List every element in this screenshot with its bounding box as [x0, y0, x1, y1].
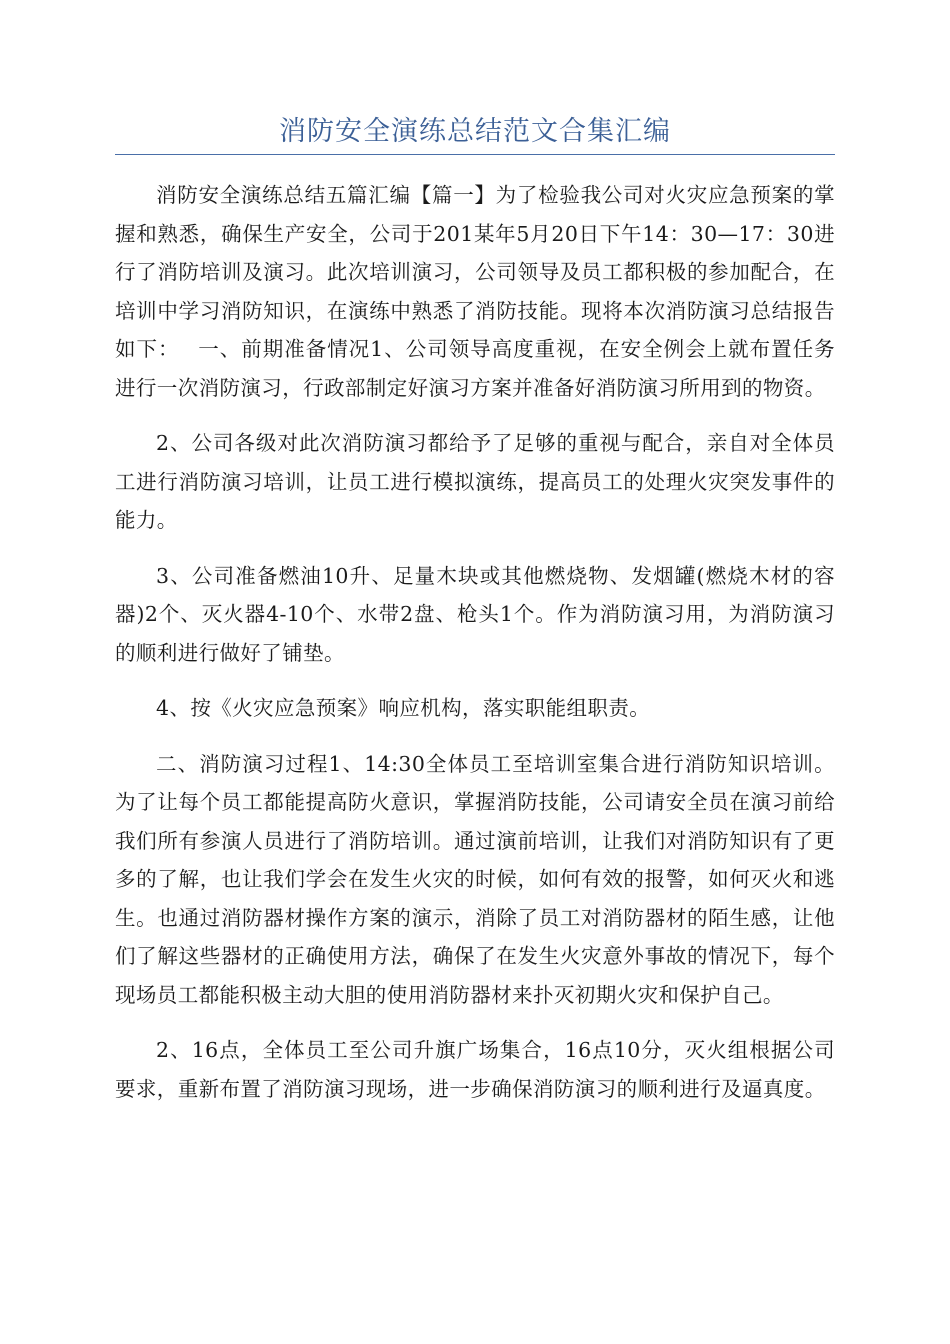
document-body	[115, 176, 835, 1125]
paragraph-4: 4、按《火灾应急预案》响应机构，落实职能组职责。	[156, 696, 651, 720]
paragraph-1: 消防安全演练总结五篇汇编【篇一】为了检验我公司对火灾应急预案的掌握和熟悉，确保生产安全，公司于201某年5月20日下午14：30—17：30进行了消防培训及演习。此次培训演习，公司领导及员工都积极的参加配合，在培训中学习消防知识，在演练中熟悉了消防技能。现将本次消防演习总结报告如下： 一、前期准备情况1、公司领导高度重视，在安全例会上就布置任务进行一次消防演习，行政部制定好演习方案并准备好消防演习所用到的物资。	[115, 183, 835, 400]
page-title: 消防安全演练总结范文合集汇编	[279, 116, 671, 147]
paragraph-6: 2、16点，全体员工至公司升旗广场集合，16点10分，灭火组根据公司要求，重新布置了消防演习现场，进一步确保消防演习的顺利进行及逼真度。	[115, 1038, 835, 1101]
paragraph-2: 2、公司各级对此次消防演习都给予了足够的重视与配合，亲自对全体员工进行消防演习培训，让员工进行模拟演练，提高员工的处理火灾突发事件的能力。	[115, 431, 835, 532]
title-underline	[115, 154, 835, 155]
paragraph-5: 二、消防演习过程1、14:30全体员工至培训室集合进行消防知识培训。为了让每个员工都能提高防火意识，掌握消防技能，公司请安全员在演习前给我们所有参演人员进行了消防培训。通过演前培训，让我们对消防知识有了更多的了解，也让我们学会在发生火灾的时候，如何有效的报警，如何灭火和逃生。也通过消防器材操作方案的演示，消除了员工对消防器材的陌生感，让他们了解这些器材的正确使用方法，确保了在发生火灾意外事故的情况下，每个现场员工都能积极主动大胆的使用消防器材来扑灭初期火灾和保护自己。	[115, 751, 835, 1007]
paragraph-3: 3、公司准备燃油10升、足量木块或其他燃烧物、发烟罐(燃烧木材的容器)2个、灭火器4-10个、水带2盘、枪头1个。作为消防演习用，为消防演习的顺利进行做好了铺垫。	[115, 563, 835, 665]
